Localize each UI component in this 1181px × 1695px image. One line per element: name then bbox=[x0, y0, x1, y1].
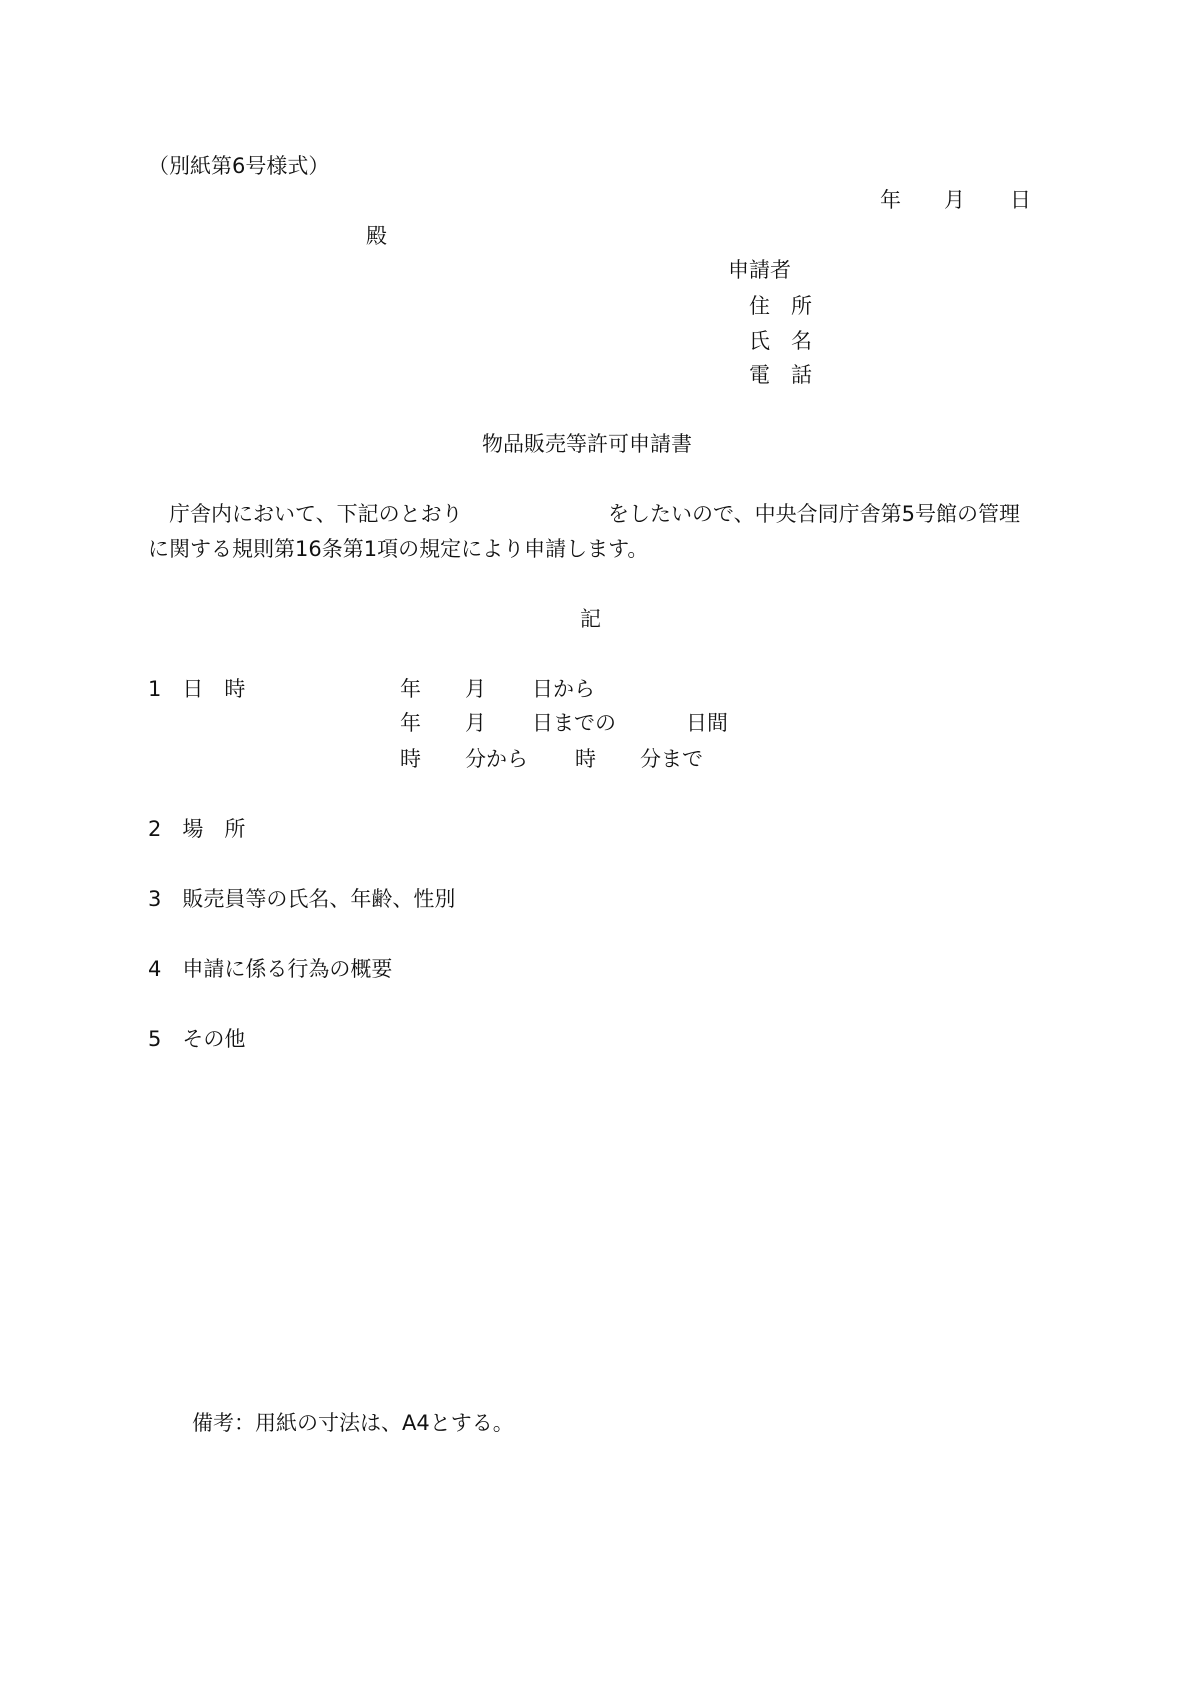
item2-label: 2 場 所 bbox=[148, 817, 246, 841]
applicant-address-label: 住 所 bbox=[749, 294, 812, 318]
item1-row2-month: 月 bbox=[465, 711, 486, 735]
item1-row3-minute-until: 分まで bbox=[640, 747, 703, 771]
date-day-label: 日 bbox=[1010, 188, 1031, 212]
body-line1-part1: 庁舎内において、下記のとおり bbox=[169, 502, 463, 526]
item1-row3-hour2: 時 bbox=[575, 747, 596, 771]
item5-label: 5 その他 bbox=[148, 1027, 246, 1051]
page-title: 物品販売等許可申請書 bbox=[482, 432, 692, 456]
item1-row2-day-until: 日までの bbox=[532, 711, 616, 735]
body-line1-part2: をしたいので、中央合同庁舎第5号館の管理 bbox=[608, 502, 1020, 526]
remark: 備考：用紙の寸法は、A4とする。 bbox=[192, 1411, 514, 1435]
form-number: （別紙第6号様式） bbox=[148, 154, 330, 178]
item1-row2-year: 年 bbox=[400, 711, 421, 735]
item1-row3-hour: 時 bbox=[400, 747, 421, 771]
item1-row2-days: 日間 bbox=[686, 711, 728, 735]
item3-label: 3 販売員等の氏名、年齢、性別 bbox=[148, 887, 456, 911]
addressee-suffix: 殿 bbox=[366, 224, 387, 248]
item1-row3-minute-from: 分から bbox=[465, 747, 528, 771]
date-year-label: 年 bbox=[880, 188, 901, 212]
ki-heading: 記 bbox=[580, 607, 601, 631]
item1-row1-year: 年 bbox=[400, 677, 421, 701]
item1-row1-month: 月 bbox=[465, 677, 486, 701]
item1-row1-day-from: 日から bbox=[532, 677, 595, 701]
item1-label: 1 日 時 bbox=[148, 677, 246, 701]
body-line2: に関する規則第16条第1項の規定により申請します。 bbox=[148, 537, 649, 561]
applicant-phone-label: 電 話 bbox=[749, 363, 812, 387]
item4-label: 4 申請に係る行為の概要 bbox=[148, 957, 393, 981]
applicant-name-label: 氏 名 bbox=[749, 329, 812, 353]
applicant-label: 申請者 bbox=[728, 258, 791, 282]
date-month-label: 月 bbox=[944, 188, 965, 212]
